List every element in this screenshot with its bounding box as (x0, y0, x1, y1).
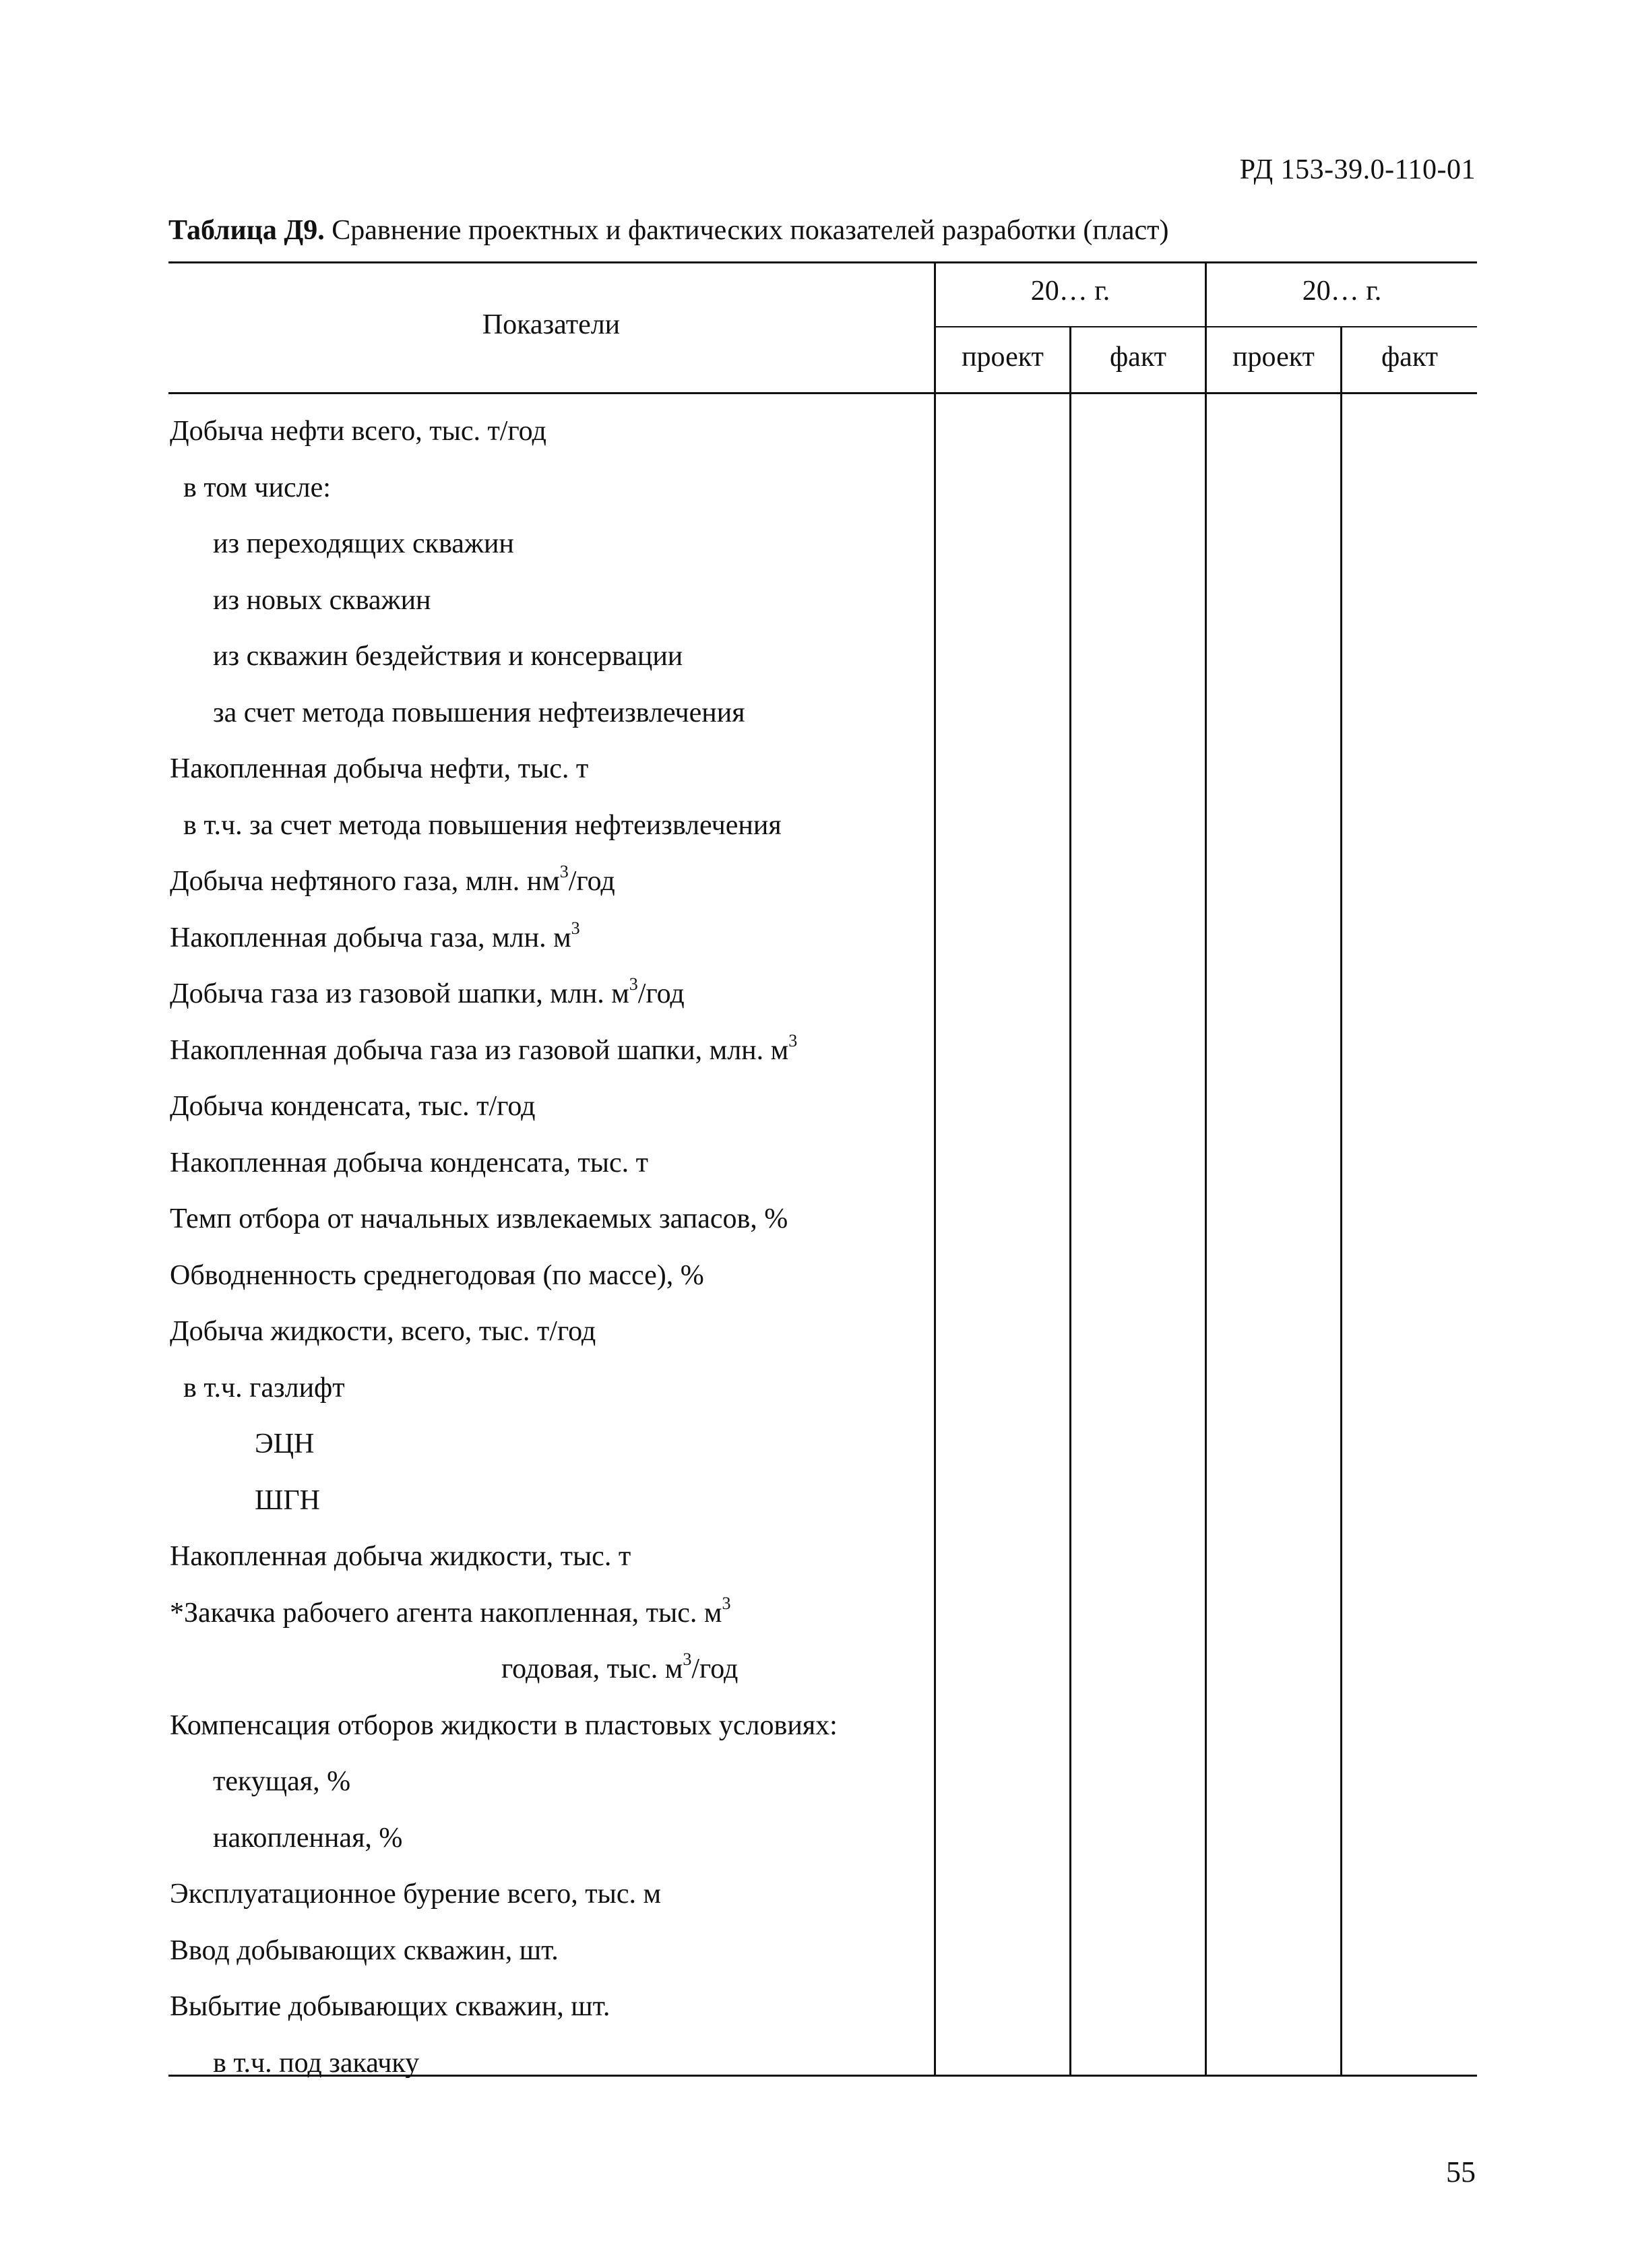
row-label-text: Накопленная добыча конденсата, тыс. т (170, 1147, 648, 1178)
year-header-1: 20… г. (1030, 276, 1110, 307)
row-label-text: из переходящих скважин (213, 528, 514, 559)
row-label-text: Добыча нефтяного газа, млн. нм (170, 866, 560, 897)
table-row-label (168, 1866, 931, 1922)
table-row-label (168, 853, 931, 910)
table-row-label (168, 1416, 1016, 1472)
row-label-text: Накопленная добыча жидкости, тыс. т (170, 1541, 631, 1572)
table-row-label (168, 910, 931, 966)
row-label-text: в т.ч. газлифт (183, 1372, 345, 1404)
table-row-label (168, 1641, 1263, 1697)
row-label-text: Добыча жидкости, всего, тыс. т/год (170, 1316, 596, 1347)
row-label-text: Накопленная добыча нефти, тыс. т (170, 753, 589, 784)
table-row-label (168, 1078, 931, 1135)
table-row-label (168, 1247, 931, 1304)
table-row-label (168, 1810, 974, 1866)
table-row-label (168, 741, 931, 797)
indicator-header: Показатели (482, 309, 621, 340)
row-label-superscript: 3 (722, 1593, 731, 1613)
table-row-label (168, 1528, 931, 1585)
comparison-table (168, 261, 1477, 2077)
table-row-label (168, 1585, 931, 1641)
row-label-text: Ввод добывающих скважин, шт. (170, 1934, 559, 1966)
table-row-label (168, 1922, 931, 1979)
header-bottom-rule (168, 392, 1477, 394)
sub-header-fact-2: факт (1381, 342, 1439, 373)
col-divider-4 (1340, 326, 1342, 2077)
table-caption (168, 214, 1168, 247)
row-label-text: Эксплуатационное бурение всего, тыс. м (170, 1879, 662, 1910)
row-label-suffix: /год (637, 978, 685, 1009)
table-row-label (168, 966, 931, 1022)
row-label-text: Обводненность среднегодовая (по массе), % (170, 1259, 704, 1291)
row-label-text: за счет метода повышения нефтеизвлечения (213, 697, 745, 728)
sub-header-project-1: проект (962, 342, 1044, 373)
document-code: РД 153-39.0-110-01 (1239, 154, 1476, 185)
table-row-label (168, 1303, 931, 1360)
page-number: 55 (1446, 2155, 1476, 2188)
table-row-label (168, 1191, 931, 1247)
row-label-text: в том числе: (183, 472, 331, 503)
table-row-label (168, 1978, 931, 2035)
row-label-text: Компенсация отборов жидкости в пластовых условиях: (170, 1709, 838, 1741)
row-label-text: ШГН (255, 1484, 320, 1516)
row-label-text: Добыча газа из газовой шапки, млн. м (170, 978, 629, 1009)
sub-header-fact-1: факт (1109, 342, 1167, 373)
row-label-superscript: 3 (788, 1030, 798, 1050)
row-label-text: ЭЦН (255, 1428, 315, 1459)
row-label-suffix: /год (691, 1653, 739, 1684)
col-divider-2 (1069, 326, 1071, 2077)
table-caption-text: Сравнение проектных и фактических показателей разработки (пласт) (332, 215, 1169, 246)
table-row-label (168, 797, 945, 854)
row-label-text: Темп отбора от начальных извлекаемых запасов, % (170, 1203, 788, 1234)
table-row-label (168, 1753, 974, 1810)
table-top-rule (168, 261, 1477, 263)
table-row-label (168, 1135, 931, 1191)
row-label-superscript: 3 (683, 1649, 692, 1669)
row-label-text: текущая, % (213, 1766, 351, 1797)
table-row-label (168, 403, 931, 460)
table-row-label (168, 515, 974, 572)
table-row-label (168, 628, 974, 685)
row-label-text: в т.ч. под закачку (213, 2047, 420, 2079)
row-label-text: Добыча нефти всего, тыс. т/год (170, 416, 546, 447)
row-label-text: Добыча конденсата, тыс. т/год (170, 1091, 536, 1122)
table-caption-label: Таблица Д9. (168, 215, 325, 246)
row-label-text: накопленная, % (213, 1822, 403, 1854)
row-label-text: Выбытие добывающих скважин, шт. (170, 1991, 610, 2022)
row-label-text: годовая, тыс. м (501, 1653, 683, 1684)
row-label-text: из новых скважин (213, 584, 431, 616)
row-label-superscript: 3 (559, 862, 569, 881)
table-row-label (168, 2035, 974, 2091)
row-label-text: в т.ч. за счет метода повышения нефтеизвлечения (183, 809, 782, 841)
table-row-label (168, 685, 974, 741)
year-header-2: 20… г. (1302, 276, 1382, 307)
table-row-label (168, 1022, 931, 1079)
table-row-label (168, 1360, 945, 1416)
table-row-label (168, 1697, 931, 1754)
table-row-label (168, 460, 945, 516)
row-label-superscript: 3 (571, 918, 580, 938)
table-row-label (168, 572, 974, 629)
col-divider-3 (1205, 261, 1207, 2077)
sub-header-project-2: проект (1232, 342, 1315, 373)
table-row-label (168, 1472, 1016, 1529)
row-label-text: *Закачка рабочего агента накопленная, тыс. м (170, 1597, 722, 1629)
row-label-suffix: /год (568, 866, 615, 897)
row-label-text: Накопленная добыча газа из газовой шапки, млн. м (170, 1034, 789, 1066)
row-label-superscript: 3 (629, 974, 638, 994)
row-label-text: Накопленная добыча газа, млн. м (170, 922, 571, 953)
row-label-text: из скважин бездействия и консервации (213, 641, 683, 672)
